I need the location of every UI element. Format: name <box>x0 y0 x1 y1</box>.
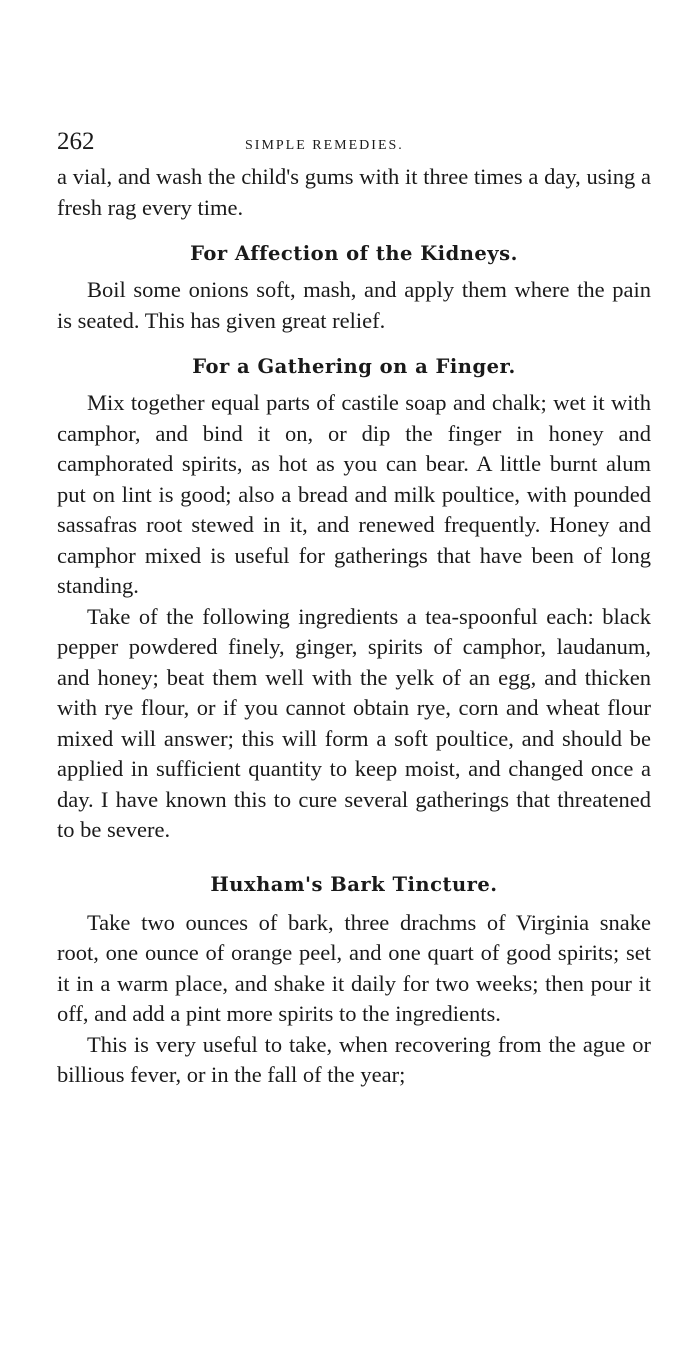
paragraph-tincture-1: Take two ounces of bark, three drachms of Virginia snake root, one ounce of orange peel, and one quart of good spirits; set it in a warm place, and shake it daily for two weeks; then pour it off, and add a pint more spirits to the ingredients. <box>57 909 651 1026</box>
paragraph-gathering-1: Mix together equal parts of castile soap and chalk; wet it with camphor, and bind it on, or dip the finger in honey and camphorated spirits, as hot as you can bear. A little burnt alum put on lint is good; also a bread and milk poultice, with pounded sassafras root stewed in it, and renewed frequently. Honey and camphor mixed is useful for gatherings that have been of long standing. <box>57 390 651 598</box>
heading-kidneys: For Affection of the Kidneys. <box>190 242 518 265</box>
paragraph-tincture-2: This is very useful to take, when recovering from the ague or billious fever, or in the fall of the year; <box>57 1031 651 1087</box>
paragraph-gathering-2: Take of the following ingredients a tea-spoonful each: black pepper powdered finely, ginger, spirits of camphor, laudanum, and honey; beat them well with the yelk of an egg, and thicken with rye flour, or if you cannot obtain rye, corn and wheat flour mixed will answer; this will form a soft poultice, and should be applied in sufficient quantity to keep moist, and changed once a day. I have known this to cure several gatherings that threatened to be severe. <box>57 603 651 842</box>
heading-gathering-finger: For a Gathering on a Finger. <box>192 355 516 378</box>
running-head <box>57 128 651 162</box>
paragraph-kidneys: Boil some onions soft, mash, and apply them where the pain is seated. This has given great relief. <box>57 277 651 333</box>
paragraph-continued: a vial, and wash the child's gums with it three times a day, using a fresh rag every time. <box>57 164 651 220</box>
running-title: SIMPLE REMEDIES. <box>245 138 404 153</box>
page-number: 262 <box>57 128 95 155</box>
book-page <box>57 128 651 1091</box>
heading-bark-tincture: Huxham's Bark Tincture. <box>210 872 498 896</box>
